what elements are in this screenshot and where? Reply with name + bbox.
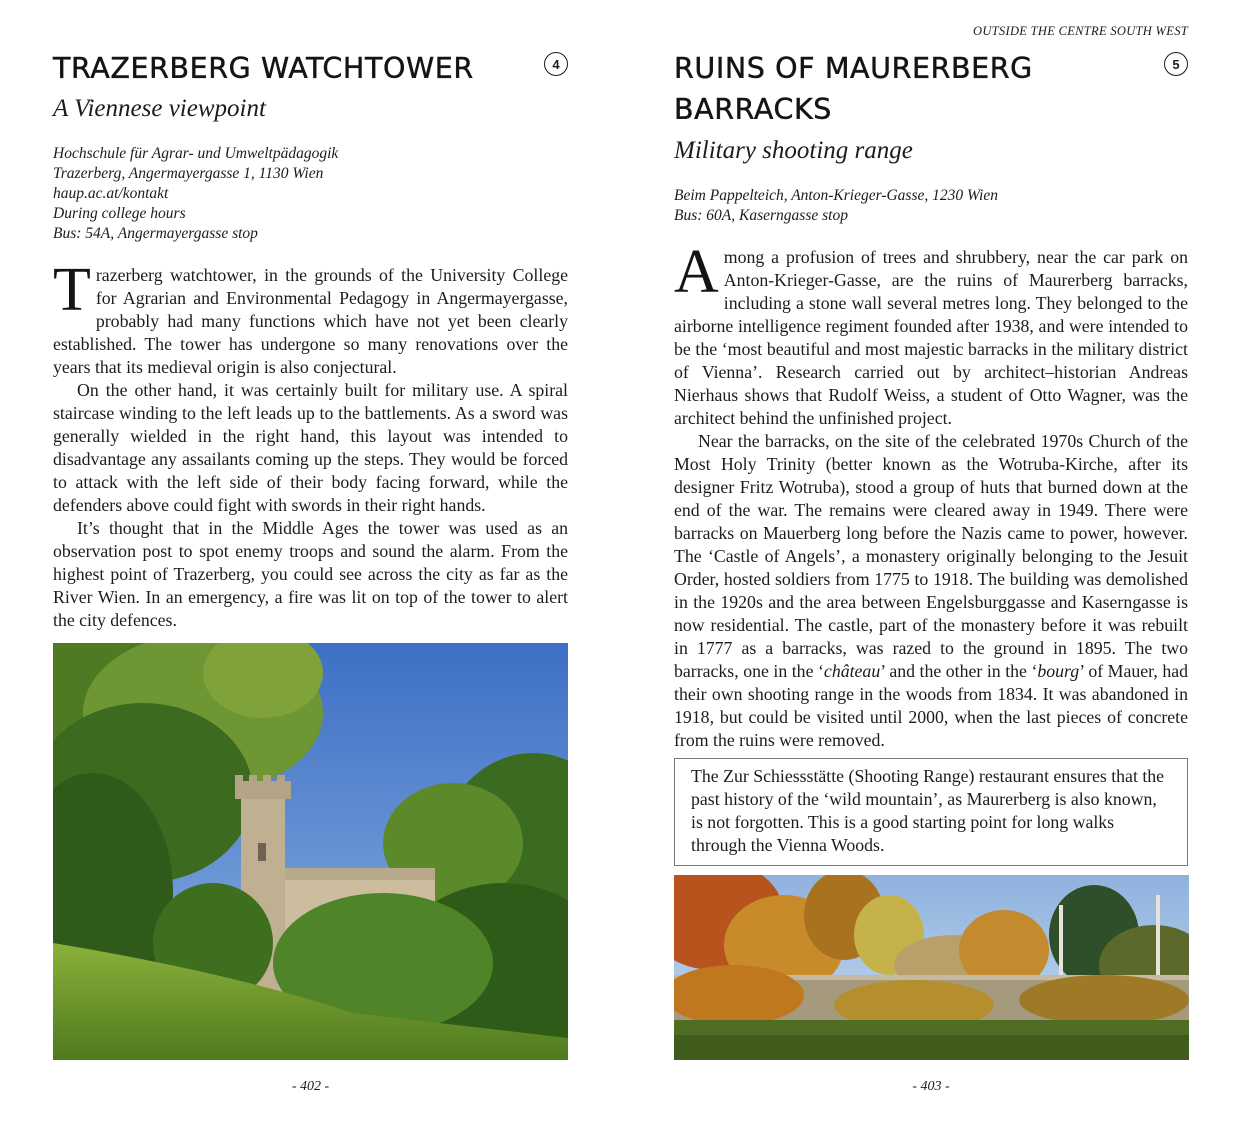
drop-cap: T [53,256,91,324]
info-address-line: Beim Pappelteich, Anton-Krieger-Gasse, 1230 Wien [674,187,998,204]
watchtower-illustration [53,643,568,1060]
info-address-line: Trazerberg, Angermayergasse 1, 1130 Wien [53,165,324,182]
page-number: - 403 - [912,1079,950,1094]
left-page [53,0,568,1123]
paragraph-text: ’ and the other in the ‘ [880,661,1038,681]
italic-term: bourg [1037,661,1080,681]
barracks-ruins-illustration [674,875,1189,1060]
italic-term: château [823,661,881,681]
right-page [674,0,1188,1123]
info-transport: Bus: 60A, Kaserngasse stop [674,207,848,224]
location-info [674,186,998,226]
body-paragraph [674,238,1188,430]
page-number: - 402 - [291,1079,330,1094]
entry-number-badge: 4 [544,52,568,76]
page-subtitle: Military shooting range [674,137,913,164]
info-opening-hours: During college hours [53,205,186,222]
paragraph-text: Near the barracks, on the site of the celebrated 1970s Church of the Most Holy Trinity (better known as the Wotruba-Kirche, after its designer Fritz Wotruba), stood a group of huts that burned down at the end of the war. The remains were cleared away in 1949. There were barracks on Mauerberg long before the Nazis came to power, however. The ‘Castle of Angels’, a monastery originally belonging to the Jesuit Order, hosted soldiers from 1775 to 1918. The building was demolished in the 1920s and the area between Engelsburggasse and Kaserngasse is now residential. The castle, part of the monastery before it was rebuilt in 1777 as a barracks, was razed to the ground in 1895. The two barracks, one in the ‘ [674,431,1188,681]
sidebar-note: The Zur Schiessstätte (Shooting Range) restaurant ensures that the past history of the ‘wild mountain’, as Maurerberg is also known, is not forgotten. This is a good starting point for long walks through the Vienna Woods. [674,758,1188,866]
article-body [53,256,568,632]
body-paragraph: On the other hand, it was certainly built for military use. A spiral staircase winding to the left leads up to the battlements. As a sword was generally wielded in the right hand, this layout was intended to disadvantage any assailants coming up the steps. They would be forced to attack with the left side of their body facing forward, while the defenders above could fight with swords in their right hands. [53,380,568,515]
page-title: TRAZERBERG WATCHTOWER [53,52,474,85]
page-subtitle: A Viennese viewpoint [53,95,266,122]
info-address-line: Hochschule für Agrar- und Umweltpädagogik [53,145,339,162]
location-info [53,144,338,244]
barracks-ruins-photo [674,875,1189,1060]
paragraph-text: razerberg watchtower, in the grounds of the University College for Agrarian and Environmental Pedagogy in Angermayergasse, probably had many functions which have not yet been clearly established. The tower has undergone so many renovations over the years that its medieval origin is also conjectural. [53,265,568,377]
page-title: RUINS OF MAURERBERG BARRACKS [674,52,1033,126]
drop-cap: A [674,238,719,306]
body-paragraph [674,430,1188,752]
paragraph-text: mong a profusion of trees and shrubbery, near the car park on Anton-Krieger-Gasse, are the ruins of Maurerberg barracks, including a stone wall several metres long. They belonged to the airborne intelligence regiment founded after 1938, and were intended to be the ‘most beautiful and most majestic barracks in the military district of Vienna’. Research carried out by architect–historian Andreas Nierhaus shows that Rudolf Weiss, a student of Otto Wagner, was the architect behind the unfinished project. [674,247,1188,428]
watchtower-photo [53,643,568,1060]
info-transport: Bus: 54A, Angermayergasse stop [53,225,258,242]
body-paragraph [53,256,568,379]
paragraph-text: ’ of Mauer, had their own shooting range in the woods from 1834. It was abandoned in 1918, but could be visited until 2000, when the last pieces of concrete from the ruins were removed. [674,661,1188,750]
article-body [674,238,1188,752]
body-paragraph: It’s thought that in the Middle Ages the tower was used as an observation post to spot enemy troops and sound the alarm. From the highest point of Trazerberg, you could see across the city as far as the River Wien. In an emergency, a fire was lit on top of the tower to alert the city defences. [53,518,568,630]
running-head: OUTSIDE THE CENTRE SOUTH WEST [973,24,1188,38]
info-website: haup.ac.at/kontakt [53,185,169,202]
entry-number-badge: 5 [1164,52,1188,76]
